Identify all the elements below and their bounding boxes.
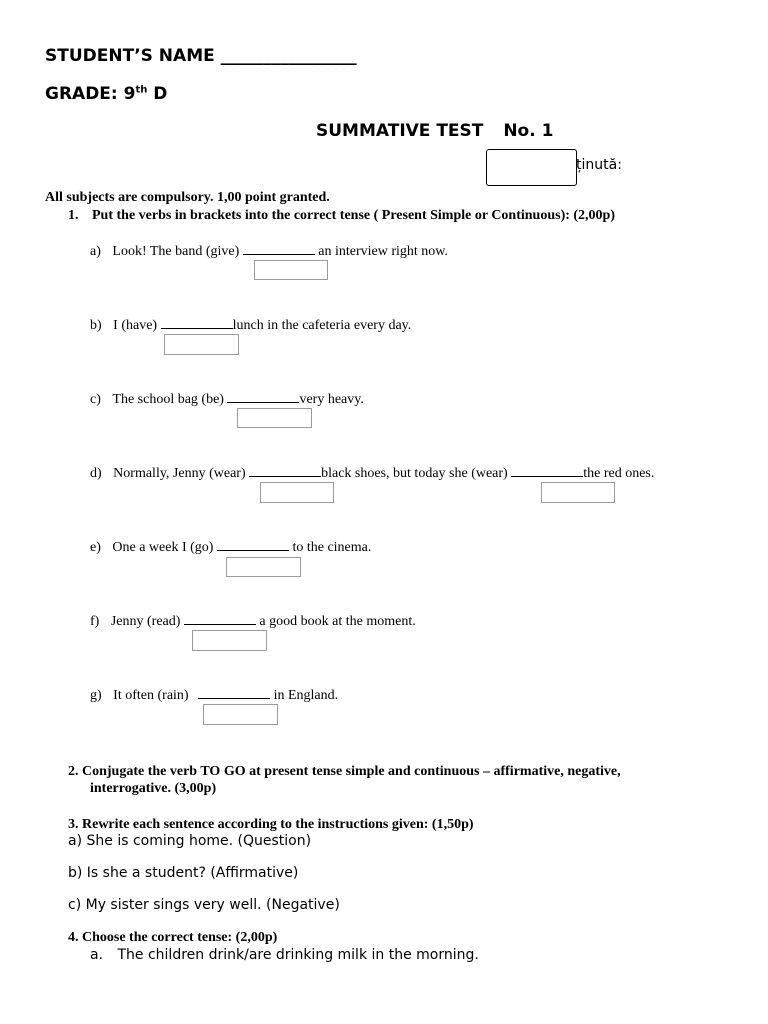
ex2-line2: interrogative. (3,00p) bbox=[90, 781, 217, 796]
ex3-item-a: a) She is coming home. (Question) bbox=[68, 833, 312, 849]
student-name-blank[interactable]: ________________ bbox=[220, 46, 357, 66]
answer-box-a[interactable] bbox=[254, 260, 328, 280]
grade-label: GRADE: 9 bbox=[45, 84, 136, 104]
grade-class: D bbox=[147, 84, 168, 104]
ex1-number: 1. bbox=[68, 208, 79, 223]
ex1-title: Put the verbs in brackets into the correct tense ( Present Simple or Continuous): (2,00p) bbox=[92, 208, 616, 223]
ex2-line1: 2. Conjugate the verb TO GO at present tense simple and continuous – affirmative, negative, bbox=[68, 764, 621, 779]
ex1-item-a: a) Look! The band (give) an interview right now. bbox=[90, 244, 448, 259]
ex1-item-g: g) It often (rain) in England. bbox=[90, 688, 339, 703]
ex1-item-f: f) Jenny (read) a good book at the moment. bbox=[90, 614, 416, 629]
answer-blank bbox=[217, 550, 289, 551]
answer-blank bbox=[249, 476, 321, 477]
answer-blank bbox=[161, 328, 233, 329]
answer-box-c[interactable] bbox=[237, 408, 312, 428]
ex4-title: 4. Choose the correct tense: (2,00p) bbox=[68, 930, 278, 945]
student-name-line bbox=[45, 46, 357, 66]
ex1-item-d: d) Normally, Jenny (wear) black shoes, but today she (wear) the red ones. bbox=[90, 466, 655, 481]
answer-blank bbox=[184, 624, 256, 625]
ex1-title-line bbox=[68, 208, 615, 224]
test-title-text: SUMMATIVE TEST bbox=[316, 121, 484, 141]
test-title bbox=[316, 121, 553, 141]
answer-box-g[interactable] bbox=[203, 704, 278, 725]
answer-box-e[interactable] bbox=[226, 557, 301, 577]
answer-blank bbox=[227, 402, 299, 403]
ex1-item-b: b) I (have) lunch in the cafeteria every day. bbox=[90, 318, 412, 333]
ex1-item-e: e) One a week I (go) to the cinema. bbox=[90, 540, 372, 555]
grade-line bbox=[45, 84, 167, 104]
ex4-item-a: a. The children drink/are drinking milk in the morning. bbox=[90, 947, 479, 963]
test-number: No. 1 bbox=[503, 121, 554, 141]
answer-box-f[interactable] bbox=[192, 630, 267, 651]
ex3-title: 3. Rewrite each sentence according to the instructions given: (1,50p) bbox=[68, 817, 474, 832]
ex1-item-c: c) The school bag (be) very heavy. bbox=[90, 392, 364, 407]
grade-superscript: th bbox=[135, 84, 148, 96]
intro-text: All subjects are compulsory. 1,00 point granted. bbox=[45, 190, 330, 205]
answer-blank bbox=[198, 698, 270, 699]
grade-box[interactable] bbox=[486, 149, 577, 186]
answer-box-b[interactable] bbox=[164, 334, 239, 355]
ex3-item-b: b) Is she a student? (Affirmative) bbox=[68, 865, 299, 881]
answer-box-d1[interactable] bbox=[260, 482, 334, 503]
student-name-label: STUDENT’S NAME bbox=[45, 46, 215, 66]
grade-box-label: ținută: bbox=[576, 157, 622, 173]
answer-blank bbox=[243, 254, 315, 255]
answer-blank bbox=[511, 476, 583, 477]
answer-box-d2[interactable] bbox=[541, 482, 615, 503]
ex3-item-c: c) My sister sings very well. (Negative) bbox=[68, 897, 340, 913]
